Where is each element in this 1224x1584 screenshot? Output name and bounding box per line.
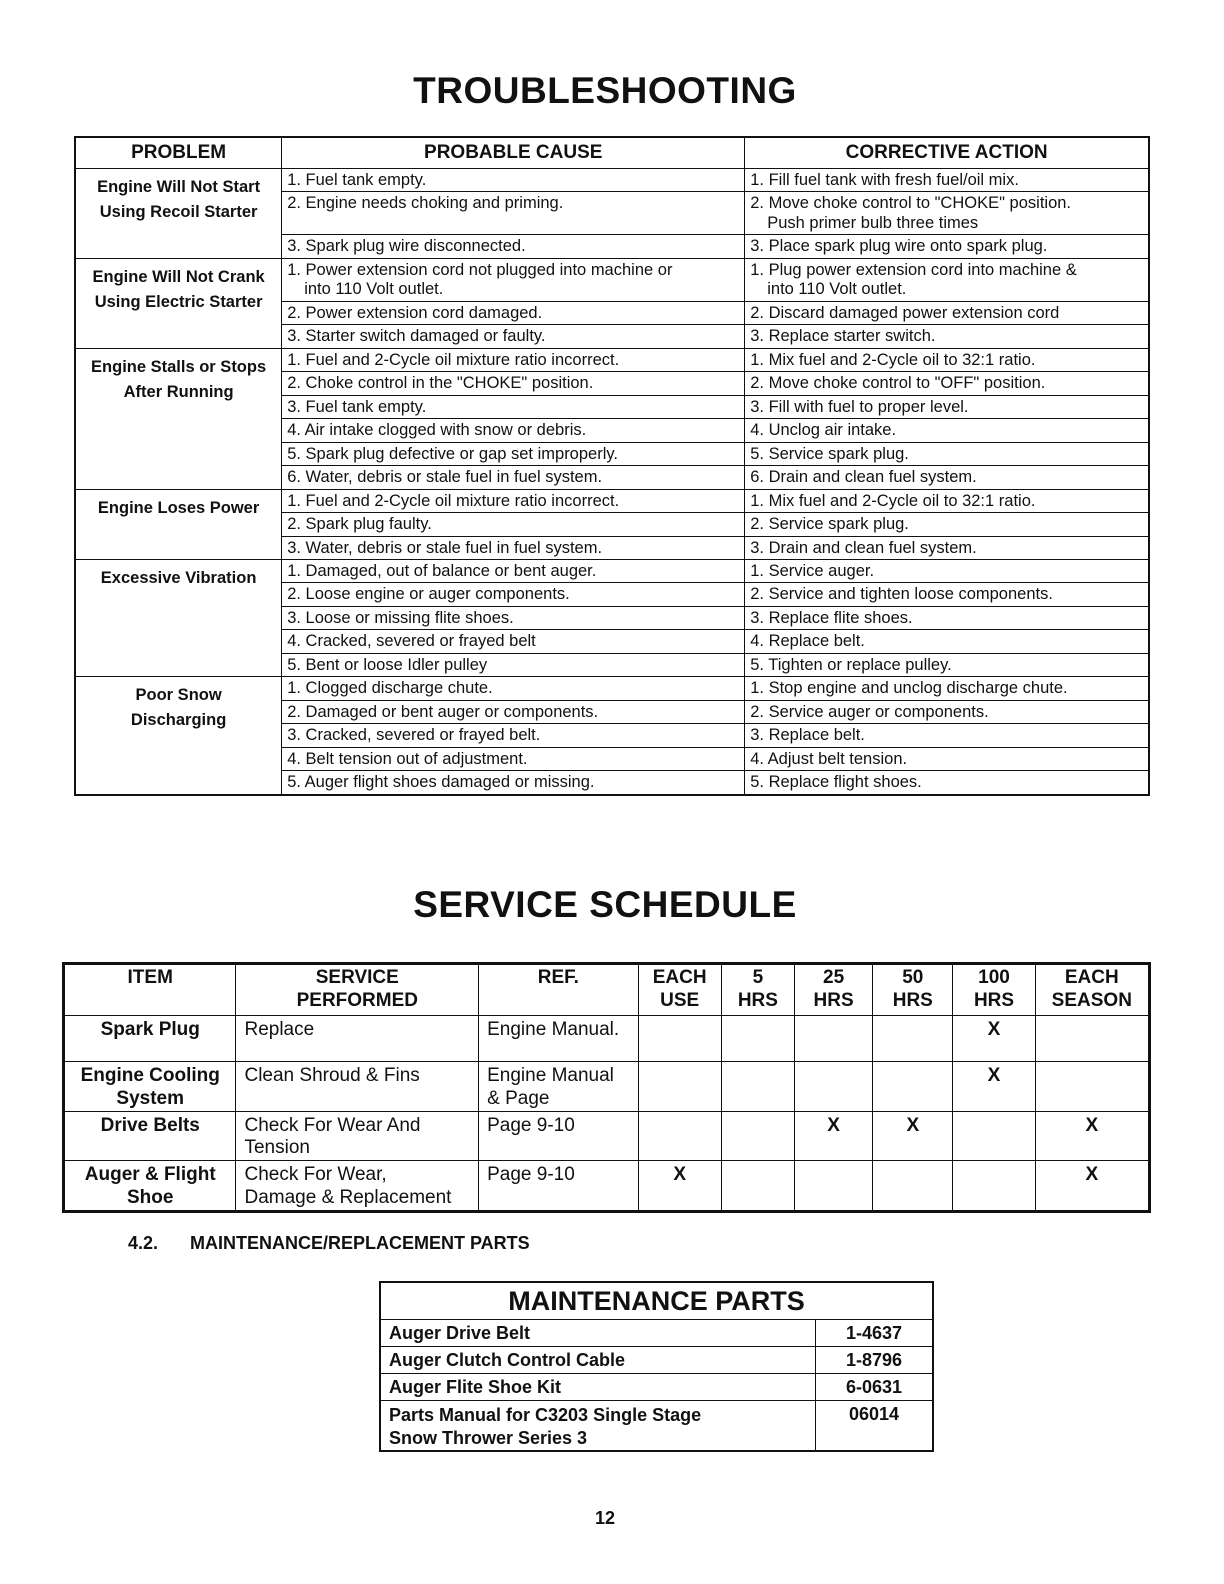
- cell-text: HRS: [892, 989, 933, 1011]
- corrective-action-cell: [745, 348, 1149, 371]
- cell-text: Using Electric Starter: [94, 292, 263, 311]
- cell-text: Page 9-10: [487, 1114, 575, 1136]
- cell-text: 1. Clogged discharge chute.: [287, 679, 493, 698]
- cell-text: 2. Move choke control to "OFF" position.: [750, 374, 1046, 393]
- schedule-item-cell: [64, 1161, 236, 1212]
- cell-text: 4. Air intake clogged with snow or debris.: [287, 421, 587, 440]
- cell-text: Using Recoil Starter: [99, 202, 258, 221]
- part-row: [380, 1320, 933, 1347]
- part-number-cell: 1-4637: [816, 1320, 934, 1347]
- troubleshooting-row: [75, 677, 1149, 700]
- probable-cause-cell: [282, 235, 745, 258]
- cell-text: 3. Replace flite shoes.: [750, 608, 913, 627]
- problem-cell: [75, 489, 282, 559]
- schedule-row: [64, 1062, 1150, 1112]
- cell-text: 1. Damaged, out of balance or bent auger.: [287, 561, 597, 580]
- cell-text: 2. Service and tighten loose components.: [750, 585, 1053, 604]
- part-row: [380, 1374, 933, 1401]
- schedule-service-cell: [236, 1111, 479, 1161]
- cell-text: Engine Manual.: [487, 1019, 620, 1040]
- corrective-action-cell: [745, 192, 1149, 235]
- schedule-interval-cell: [638, 1111, 721, 1161]
- cell-text: 6. Water, debris or stale fuel in fuel system.: [287, 468, 603, 487]
- problem-cell: [75, 677, 282, 795]
- cell-text: Push primer bulb three times: [767, 213, 979, 232]
- service-schedule-table: [62, 962, 1151, 1213]
- cell-text: USE: [660, 989, 700, 1011]
- cell-text: 2. Damaged or bent auger or components.: [287, 702, 599, 721]
- probable-cause-cell: [282, 677, 745, 700]
- corrective-action-cell: [745, 630, 1149, 653]
- schedule-interval-cell: [721, 1111, 794, 1161]
- corrective-action-cell: [745, 301, 1149, 324]
- troubleshooting-header-row: [75, 137, 1149, 169]
- cell-text: System: [116, 1087, 185, 1109]
- probable-cause-cell: [282, 771, 745, 795]
- header-problem: PROBLEM: [75, 137, 282, 169]
- probable-cause-cell: [282, 258, 745, 301]
- probable-cause-cell: [282, 395, 745, 418]
- cell-text: 2. Service auger or components.: [750, 702, 989, 721]
- schedule-header-cell: [64, 964, 236, 1016]
- problem-cell: [75, 169, 282, 259]
- cell-text: 5. Tighten or replace pulley.: [750, 655, 952, 674]
- corrective-action-cell: [745, 372, 1149, 395]
- troubleshooting-row: [75, 559, 1149, 582]
- schedule-interval-cell: X: [953, 1062, 1035, 1112]
- problem-cell: [75, 559, 282, 676]
- cell-text: 3. Replace belt.: [750, 726, 865, 745]
- schedule-interval-cell: [721, 1016, 794, 1062]
- schedule-interval-cell: [721, 1062, 794, 1112]
- cell-text: 3. Fuel tank empty.: [287, 397, 427, 416]
- corrective-action-cell: [745, 771, 1149, 795]
- schedule-interval-cell: [794, 1016, 872, 1062]
- cell-text: REF.: [537, 967, 579, 988]
- cell-text: Poor Snow: [135, 686, 222, 705]
- probable-cause-cell: [282, 442, 745, 465]
- cell-text: 25: [823, 967, 845, 988]
- cell-text: Auger & Flight: [84, 1164, 216, 1186]
- schedule-header-cell: [479, 964, 638, 1016]
- cell-text: 1. Power extension cord not plugged into machine or: [287, 260, 673, 279]
- service-schedule-title: SERVICE SCHEDULE: [413, 884, 797, 925]
- schedule-interval-cell: [638, 1062, 721, 1112]
- schedule-interval-cell: [638, 1016, 721, 1062]
- corrective-action-cell: [745, 536, 1149, 559]
- corrective-action-cell: [745, 513, 1149, 536]
- cell-text: 1. Mix fuel and 2-Cycle oil to 32:1 ratio.: [750, 350, 1036, 369]
- schedule-ref-cell: [479, 1111, 638, 1161]
- cell-text: HRS: [737, 989, 778, 1011]
- cell-text: into 110 Volt outlet.: [304, 280, 444, 299]
- cell-text: Tension: [244, 1137, 310, 1159]
- probable-cause-cell: [282, 630, 745, 653]
- problem-cell: [75, 348, 282, 489]
- schedule-interval-cell: [873, 1016, 953, 1062]
- cell-text: EACH: [652, 967, 707, 988]
- cell-text: 3. Loose or missing flite shoes.: [287, 608, 514, 627]
- cell-text: HRS: [973, 989, 1015, 1011]
- cell-text: PERFORMED: [296, 989, 418, 1011]
- schedule-interval-cell: X: [873, 1111, 953, 1161]
- corrective-action-cell: [745, 724, 1149, 747]
- cell-text: ITEM: [127, 967, 173, 988]
- corrective-action-cell: [745, 325, 1149, 348]
- probable-cause-cell: [282, 747, 745, 770]
- probable-cause-cell: [282, 606, 745, 629]
- part-name-cell: [380, 1347, 816, 1374]
- cell-text: 3. Water, debris or stale fuel in fuel system.: [287, 538, 603, 557]
- cell-text: 1. Fuel and 2-Cycle oil mixture ratio incorrect.: [287, 350, 620, 369]
- corrective-action-cell: [745, 559, 1149, 582]
- cell-text: 4. Adjust belt tension.: [750, 749, 908, 768]
- probable-cause-cell: [282, 559, 745, 582]
- corrective-action-cell: [745, 442, 1149, 465]
- cell-text: 5. Service spark plug.: [750, 444, 909, 463]
- cell-text: 3. Drain and clean fuel system.: [750, 538, 977, 557]
- probable-cause-cell: [282, 653, 745, 676]
- cell-text: 3. Spark plug wire disconnected.: [287, 237, 526, 256]
- schedule-interval-cell: X: [638, 1161, 721, 1212]
- schedule-interval-cell: [873, 1161, 953, 1212]
- probable-cause-cell: [282, 583, 745, 606]
- troubleshooting-row: [75, 348, 1149, 371]
- troubleshooting-row: [75, 489, 1149, 512]
- corrective-action-cell: [745, 606, 1149, 629]
- corrective-action-cell: [745, 395, 1149, 418]
- probable-cause-cell: [282, 301, 745, 324]
- schedule-header-cell: [236, 964, 479, 1016]
- schedule-interval-cell: [794, 1062, 872, 1112]
- cell-text: EACH: [1064, 967, 1119, 988]
- schedule-header-cell: [953, 964, 1035, 1016]
- cell-text: 1. Fill fuel tank with fresh fuel/oil mix.: [750, 171, 1019, 189]
- cell-text: Discharging: [130, 711, 227, 730]
- cell-text: 2. Move choke control to "CHOKE" position.: [750, 194, 1072, 213]
- cell-text: Clean Shroud & Fins: [244, 1065, 420, 1086]
- header-corrective-action: CORRECTIVE ACTION: [745, 137, 1149, 169]
- schedule-item-cell: [64, 1111, 236, 1161]
- cell-text: SEASON: [1051, 989, 1132, 1011]
- cell-text: Check For Wear And: [244, 1114, 421, 1136]
- page-number: 12: [594, 1508, 616, 1528]
- corrective-action-cell: [745, 258, 1149, 301]
- schedule-interval-cell: [794, 1161, 872, 1212]
- schedule-header-cell: [1035, 964, 1149, 1016]
- cell-text: 2. Power extension cord damaged.: [287, 303, 543, 322]
- schedule-service-cell: [236, 1016, 479, 1062]
- schedule-ref-cell: [479, 1016, 638, 1062]
- cell-text: 50: [902, 967, 924, 988]
- cell-text: Spark Plug: [100, 1019, 200, 1040]
- corrective-action-cell: [745, 169, 1149, 192]
- schedule-interval-cell: X: [1035, 1111, 1149, 1161]
- section-title: MAINTENANCE/REPLACEMENT PARTS: [190, 1233, 530, 1253]
- probable-cause-cell: [282, 489, 745, 512]
- cell-text: Auger Flite Shoe Kit: [389, 1377, 562, 1397]
- troubleshooting-title: TROUBLESHOOTING: [413, 70, 797, 111]
- cell-text: 2. Choke control in the "CHOKE" position.: [287, 374, 594, 393]
- cell-text: Page 9-10: [487, 1164, 575, 1186]
- maintenance-parts-table: [379, 1281, 934, 1452]
- cell-text: 2. Loose engine or auger components.: [287, 585, 570, 604]
- schedule-interval-cell: X: [953, 1016, 1035, 1062]
- part-number-cell: 06014: [816, 1401, 934, 1452]
- cell-text: 6. Drain and clean fuel system.: [750, 468, 977, 487]
- schedule-interval-cell: [1035, 1016, 1149, 1062]
- cell-text: 2. Spark plug faulty.: [287, 515, 432, 534]
- schedule-item-cell: [64, 1062, 236, 1112]
- cell-text: 4. Belt tension out of adjustment.: [287, 749, 528, 768]
- part-row: [380, 1401, 933, 1452]
- cell-text: 1. Fuel and 2-Cycle oil mixture ratio incorrect.: [287, 491, 620, 510]
- section-heading: [128, 1233, 530, 1254]
- cell-text: 5. Auger flight shoes damaged or missing.: [287, 773, 595, 792]
- troubleshooting-row: [75, 258, 1149, 301]
- part-number-cell: 1-8796: [816, 1347, 934, 1374]
- cell-text: HRS: [813, 989, 854, 1011]
- cell-text: 1. Mix fuel and 2-Cycle oil to 32:1 ratio.: [750, 491, 1036, 510]
- cell-text: 2. Service spark plug.: [750, 515, 909, 534]
- cell-text: Engine Loses Power: [97, 498, 260, 517]
- cell-text: Snow Thrower Series 3: [389, 1427, 588, 1448]
- cell-text: & Page: [487, 1087, 550, 1109]
- schedule-service-cell: [236, 1062, 479, 1112]
- service-schedule-header-row: [64, 964, 1150, 1016]
- probable-cause-cell: [282, 466, 745, 489]
- corrective-action-cell: [745, 747, 1149, 770]
- schedule-header-cell: [638, 964, 721, 1016]
- corrective-action-cell: [745, 677, 1149, 700]
- probable-cause-cell: [282, 513, 745, 536]
- schedule-interval-cell: [1035, 1062, 1149, 1112]
- corrective-action-cell: [745, 466, 1149, 489]
- cell-text: 1. Service auger.: [750, 561, 875, 580]
- schedule-header-cell: [721, 964, 794, 1016]
- cell-text: Engine Will Not Crank: [92, 267, 265, 286]
- schedule-ref-cell: [479, 1161, 638, 1212]
- cell-text: into 110 Volt outlet.: [767, 280, 907, 299]
- probable-cause-cell: [282, 536, 745, 559]
- probable-cause-cell: [282, 419, 745, 442]
- problem-cell: [75, 258, 282, 348]
- cell-text: Parts Manual for C3203 Single Stage: [389, 1405, 702, 1425]
- cell-text: Excessive Vibration: [100, 568, 257, 587]
- cell-text: 3. Place spark plug wire onto spark plug.: [750, 237, 1048, 256]
- cell-text: SERVICE: [315, 967, 399, 988]
- schedule-row: [64, 1111, 1150, 1161]
- schedule-interval-cell: X: [1035, 1161, 1149, 1212]
- corrective-action-cell: [745, 419, 1149, 442]
- corrective-action-cell: [745, 700, 1149, 723]
- cell-text: 4. Unclog air intake.: [750, 421, 897, 440]
- schedule-ref-cell: [479, 1062, 638, 1112]
- cell-text: Engine Will Not Start: [97, 178, 261, 196]
- probable-cause-cell: [282, 348, 745, 371]
- cell-text: 5. Bent or loose Idler pulley: [287, 655, 488, 674]
- cell-text: After Running: [123, 382, 234, 401]
- cell-text: 4. Cracked, severed or frayed belt: [287, 632, 536, 651]
- probable-cause-cell: [282, 700, 745, 723]
- cell-text: 3. Fill with fuel to proper level.: [750, 397, 969, 416]
- schedule-interval-cell: [873, 1062, 953, 1112]
- cell-text: 2. Engine needs choking and priming.: [287, 194, 564, 213]
- cell-text: 5. Replace flight shoes.: [750, 773, 922, 792]
- probable-cause-cell: [282, 372, 745, 395]
- cell-text: Engine Manual: [487, 1065, 614, 1086]
- corrective-action-cell: [745, 583, 1149, 606]
- cell-text: 1. Fuel tank empty.: [287, 171, 427, 189]
- cell-text: Damage & Replacement: [244, 1186, 452, 1208]
- maintenance-parts-title: MAINTENANCE PARTS: [380, 1282, 933, 1320]
- cell-text: 3. Starter switch damaged or faulty.: [287, 327, 546, 346]
- cell-text: Drive Belts: [100, 1114, 200, 1136]
- probable-cause-cell: [282, 169, 745, 192]
- schedule-service-cell: [236, 1161, 479, 1212]
- cell-text: Auger Clutch Control Cable: [389, 1350, 626, 1370]
- cell-text: Engine Cooling: [80, 1065, 220, 1086]
- cell-text: Auger Drive Belt: [389, 1323, 531, 1343]
- schedule-interval-cell: X: [794, 1111, 872, 1161]
- probable-cause-cell: [282, 192, 745, 235]
- cell-text: 1. Plug power extension cord into machine &: [750, 260, 1077, 279]
- part-name-cell: [380, 1320, 816, 1347]
- cell-text: 5. Spark plug defective or gap set improperly.: [287, 444, 618, 463]
- schedule-header-cell: [794, 964, 872, 1016]
- schedule-row: [64, 1161, 1150, 1212]
- troubleshooting-table: [74, 136, 1150, 796]
- part-name-cell: [380, 1401, 816, 1452]
- cell-text: Engine Stalls or Stops: [91, 357, 267, 376]
- cell-text: Replace: [244, 1019, 315, 1040]
- section-number: 4.2.: [128, 1233, 159, 1253]
- schedule-header-cell: [873, 964, 953, 1016]
- cell-text: 3. Cracked, severed or frayed belt.: [287, 726, 541, 745]
- schedule-interval-cell: [953, 1161, 1035, 1212]
- cell-text: 1. Stop engine and unclog discharge chute.: [750, 679, 1068, 698]
- part-row: [380, 1347, 933, 1374]
- cell-text: Check For Wear,: [244, 1164, 387, 1186]
- cell-text: 2. Discard damaged power extension cord: [750, 303, 1060, 322]
- corrective-action-cell: [745, 653, 1149, 676]
- probable-cause-cell: [282, 325, 745, 348]
- schedule-row: [64, 1016, 1150, 1062]
- corrective-action-cell: [745, 235, 1149, 258]
- part-number-cell: 6-0631: [816, 1374, 934, 1401]
- cell-text: 3. Replace starter switch.: [750, 327, 936, 346]
- cell-text: 100: [978, 967, 1010, 988]
- schedule-item-cell: [64, 1016, 236, 1062]
- schedule-interval-cell: [721, 1161, 794, 1212]
- probable-cause-cell: [282, 724, 745, 747]
- troubleshooting-row: [75, 169, 1149, 192]
- cell-text: 4. Replace belt.: [750, 632, 865, 651]
- header-probable-cause: PROBABLE CAUSE: [282, 137, 745, 169]
- corrective-action-cell: [745, 489, 1149, 512]
- part-name-cell: [380, 1374, 816, 1401]
- cell-text: Shoe: [127, 1186, 174, 1208]
- cell-text: 5: [752, 967, 764, 988]
- schedule-interval-cell: [953, 1111, 1035, 1161]
